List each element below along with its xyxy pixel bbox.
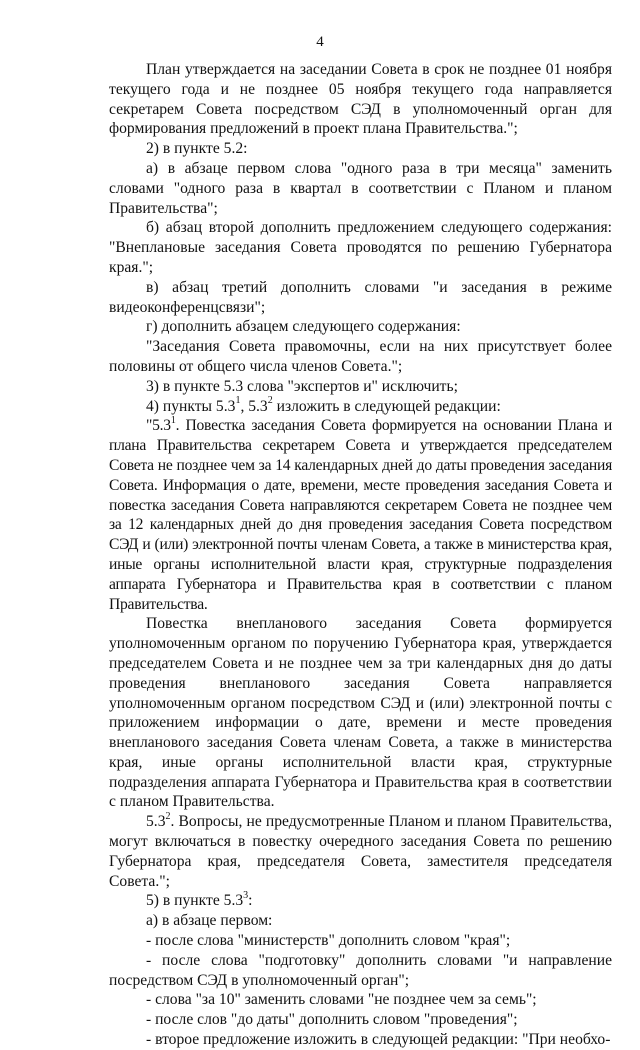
page-number: 4 bbox=[316, 34, 324, 50]
text-run: . Повестка заседания Совета формируется на основании Плана и плана Правительства секретарем Совета и утверждается председателем Совета не позднее чем за 14 календарных дней до даты проведения заседания Совета. Информация о дате, времени, месте проведения заседания Совета и повестка заседания Совета направляются секретарем Совета не позднее чем за 12 календарных дней до дня проведения заседания Совета посредством СЭД и (или) электронной почты членам Совета, а также в министерства края, иные органы исполнительной власти края, структурные подразделения аппарата Губернатора и Правительства края в соответствии с планом Правительства. bbox=[109, 417, 612, 613]
paragraph bbox=[109, 416, 612, 614]
paragraph: - слова "за 10" заменить словами "не позднее чем за семь"; bbox=[146, 991, 537, 1009]
document-body bbox=[109, 60, 612, 1050]
superscript: 1 bbox=[170, 415, 176, 427]
paragraph: План утверждается на заседании Совета в срок не позднее 01 ноября текущего года и не позднее 05 ноября текущего года направляется секретарем Совета посредством СЭД в уполномоченный орган для формирования предложений в проект плана Правительства."; bbox=[109, 61, 612, 138]
text-run: , 5.3 bbox=[240, 397, 268, 415]
paragraph: в) абзац третий дополнить словами "и заседания в режиме видеоконференцсвязи"; bbox=[109, 278, 612, 316]
text-run: 4) пункты 5.3 bbox=[146, 397, 236, 415]
paragraph: г) дополнить абзацем следующего содержания: bbox=[146, 318, 461, 336]
paragraph bbox=[109, 397, 612, 417]
text-run: : bbox=[248, 892, 253, 910]
text-run: 5) в пункте 5.3 bbox=[146, 892, 244, 910]
superscript: 2 bbox=[267, 395, 273, 407]
paragraph: Повестка внепланового заседания Совета формируется уполномоченным органом по поручению Губернатора края, утверждается председателем Совета и не позднее чем за три календарных дня до даты проведения внепланового заседания Совета направляется уполномоченным органом посредством СЭД и (или) электронной почты с приложением информации о дате, времени и месте проведения внепланового заседания Совета членам Совета, а также в министерства края, иные органы исполнительной власти края, структурные подразделения аппарата Губернатора и Правительства края в соответствии с планом Правительства. bbox=[109, 615, 612, 811]
superscript: 3 bbox=[243, 890, 249, 902]
paragraph bbox=[109, 812, 612, 891]
paragraph: - после слова "министерств" дополнить словом "края"; bbox=[146, 932, 511, 950]
paragraph: 2) в пункте 5.2: bbox=[146, 140, 248, 158]
paragraph bbox=[109, 891, 612, 911]
text-run: 5.3 bbox=[146, 813, 166, 831]
text-run: изложить в следующей редакции: bbox=[272, 397, 501, 415]
paragraph: - второе предложение изложить в следующей редакции: "При необхо- bbox=[146, 1031, 611, 1049]
paragraph: б) абзац второй дополнить предложением следующего содержания: "Внеплановые заседания Совета проводятся по решению Губернатора края."; bbox=[109, 219, 612, 276]
paragraph: "Заседания Совета правомочны, если на них присутствует более половины от общего числа членов Совета."; bbox=[109, 338, 612, 375]
paragraph: - после слов "до даты" дополнить словом "проведения"; bbox=[146, 1011, 518, 1029]
paragraph: а) в абзаце первом слова "одного раза в три месяца" заменить словами "одного раза в квартал в соответствии с Планом и планом Правительства"; bbox=[109, 159, 612, 217]
superscript: 2 bbox=[165, 811, 171, 823]
text-run: "5.3 bbox=[146, 417, 171, 435]
paragraph: - после слова "подготовку" дополнить словами "и направление посредством СЭД в уполномоченный орган"; bbox=[109, 951, 612, 989]
paragraph: а) в абзаце первом: bbox=[146, 912, 273, 930]
superscript: 1 bbox=[235, 395, 241, 407]
text-run: . Вопросы, не предусмотренные Планом и планом Правительства, могут включаться в повестку очередного заседания Совета по решению Губернатора края, председателя Совета, заместителя председателя Совета."; bbox=[109, 813, 612, 890]
paragraph: 3) в пункте 5.3 слова "экспертов и" исключить; bbox=[146, 377, 458, 395]
